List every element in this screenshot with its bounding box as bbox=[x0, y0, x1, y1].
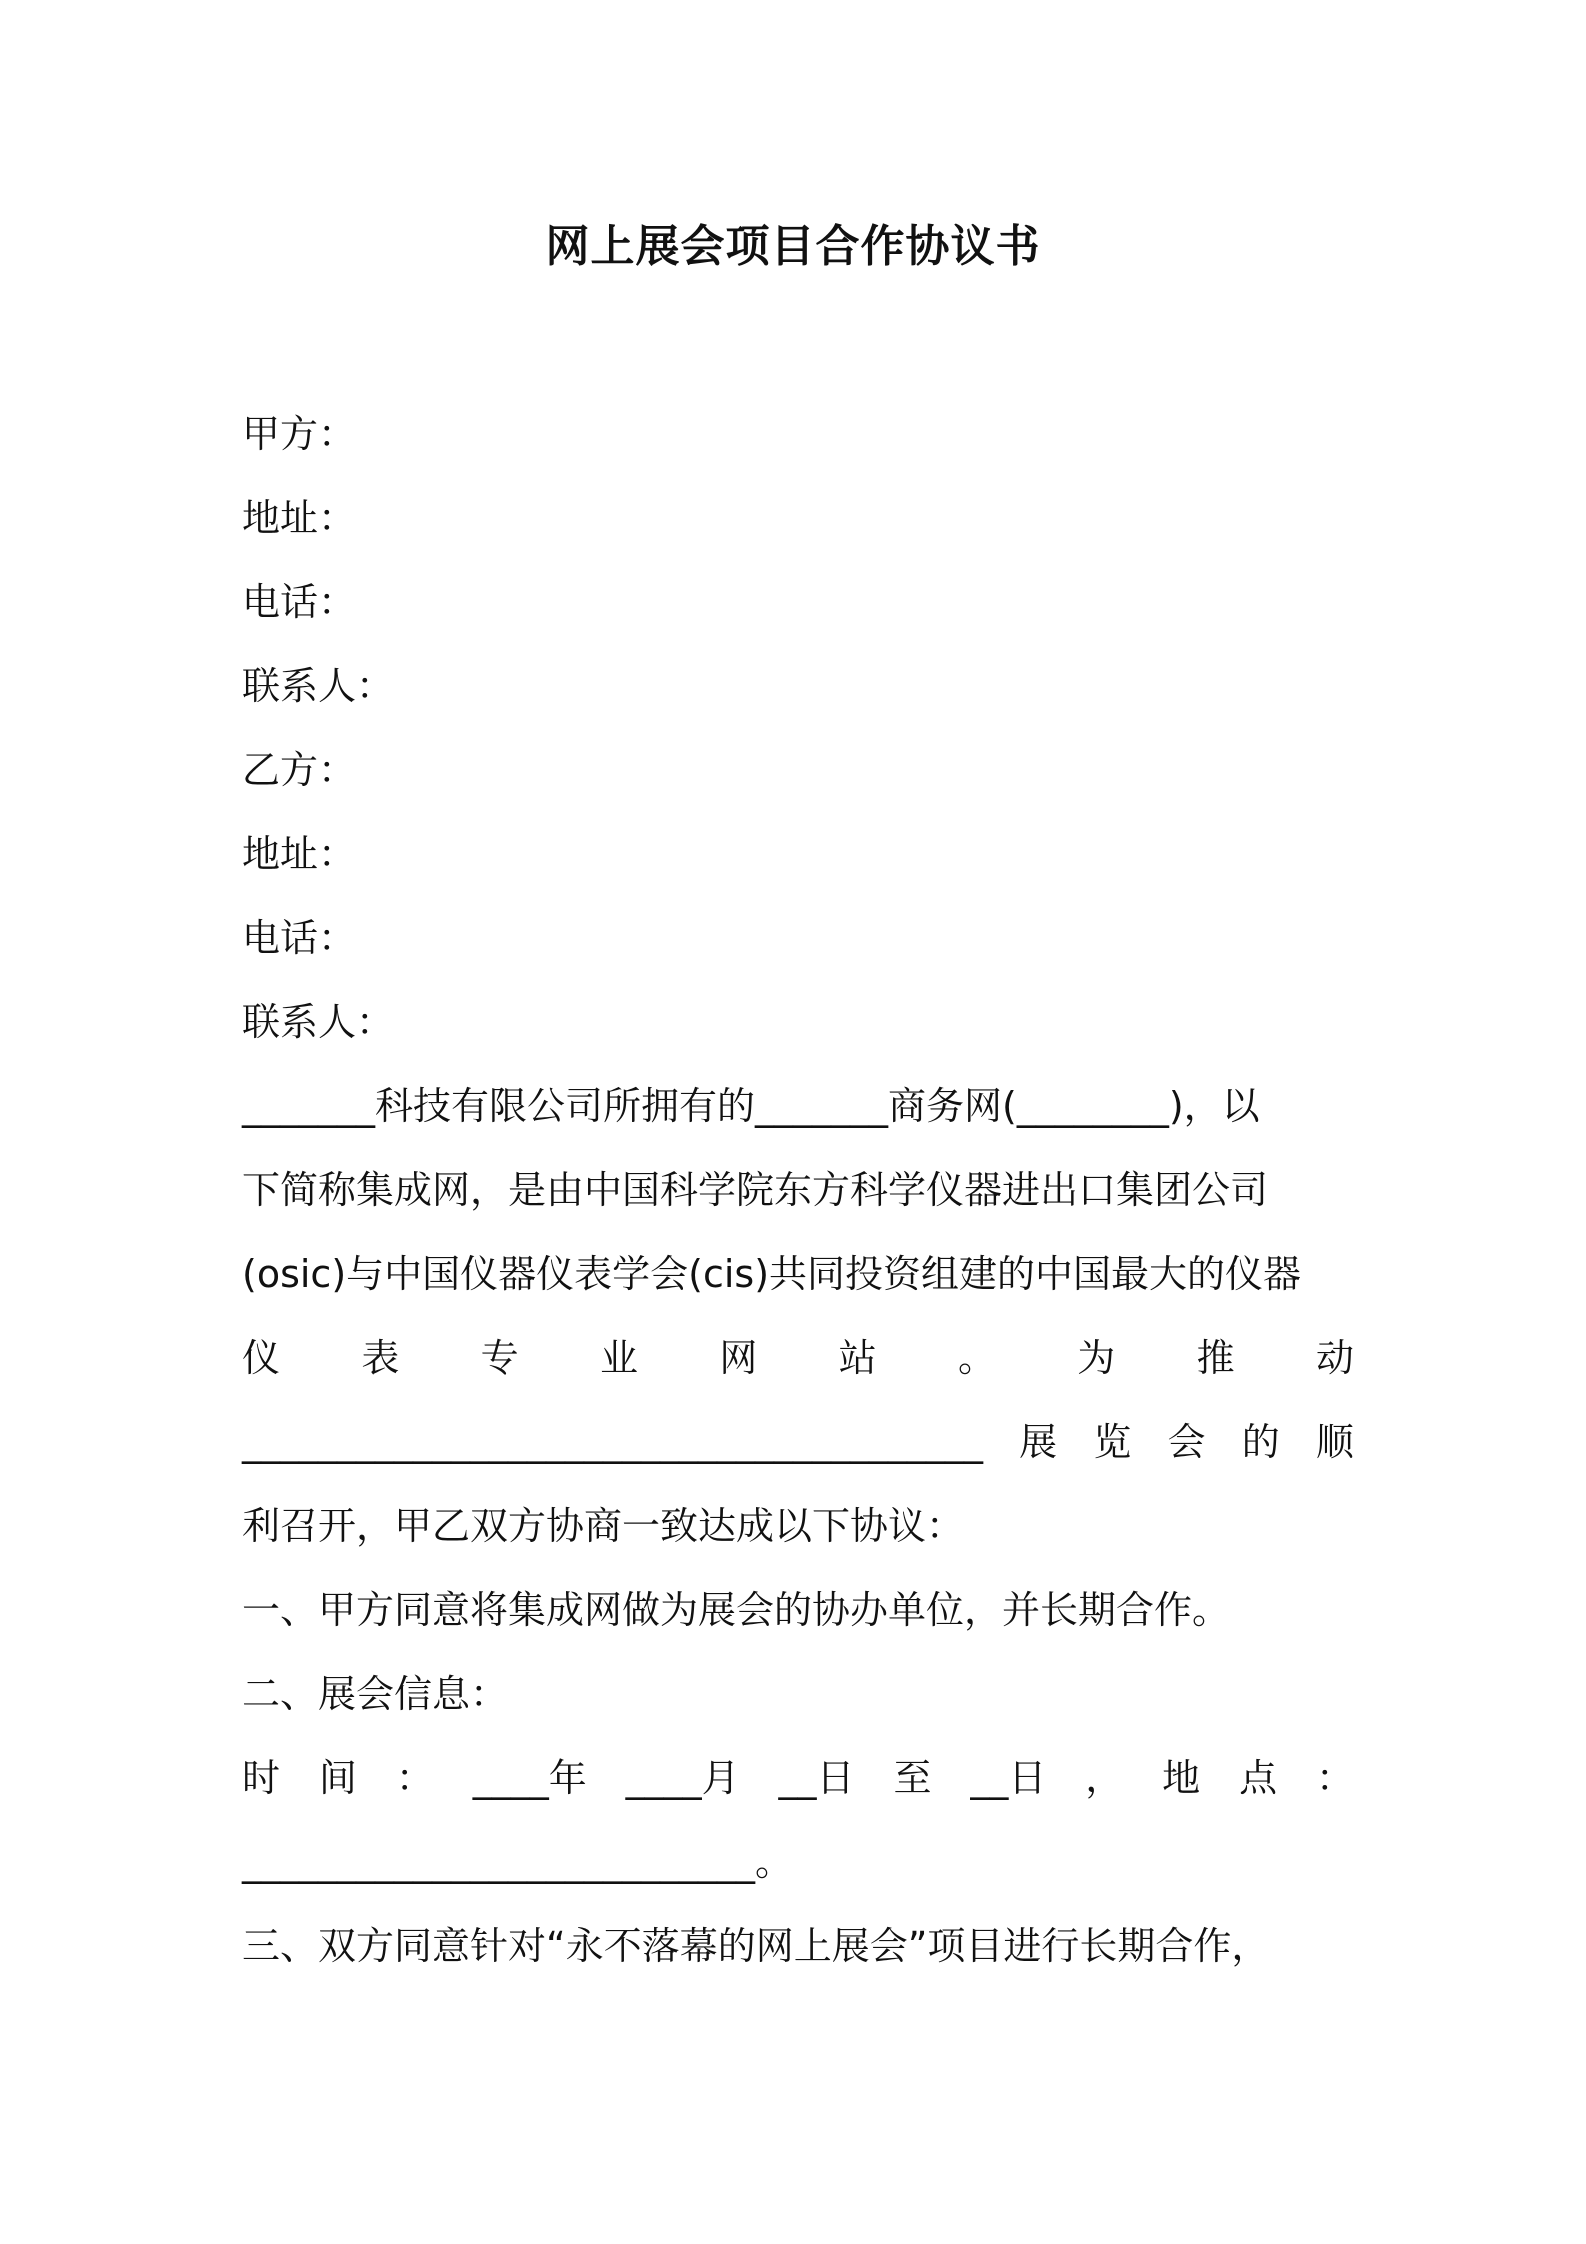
intro-line-5 bbox=[242, 1412, 1354, 1472]
intro-line-4-char: 仪 bbox=[242, 1336, 281, 1380]
party-b-phone-label: 电话： bbox=[242, 916, 357, 960]
clause-2-month-blank: ____月 bbox=[625, 1756, 740, 1800]
intro-line-4-char: 。 bbox=[957, 1336, 996, 1380]
intro-line-5-char: 展 bbox=[1019, 1420, 1058, 1464]
intro-line-3: (osic)与中国仪器仪表学会(cis)共同投资组建的中国最大的仪器 bbox=[242, 1252, 1302, 1296]
clause-2-time-part: 时 bbox=[242, 1756, 281, 1800]
clause-2-time-part: 至 bbox=[893, 1756, 932, 1800]
document-title: 网上展会项目合作协议书 bbox=[545, 221, 1041, 272]
clause-2-time-part: ： bbox=[395, 1756, 434, 1800]
clause-2-start-day-blank: __日 bbox=[778, 1756, 855, 1800]
intro-line-4-char: 推 bbox=[1196, 1336, 1235, 1380]
exhibition-name-blank: _______________________________________ bbox=[242, 1420, 983, 1464]
intro-line-5-char: 会 bbox=[1167, 1420, 1206, 1464]
clause-1: 一、甲方同意将集成网做为展会的协办单位，并长期合作。 bbox=[242, 1588, 1231, 1632]
party-b-address-label: 地址： bbox=[242, 832, 357, 876]
party-b-contact-label: 联系人： bbox=[242, 1000, 395, 1044]
intro-line-4-char: 网 bbox=[719, 1336, 758, 1380]
clause-2-time-part: ， bbox=[1085, 1756, 1124, 1800]
clause-2-time-part: 间 bbox=[318, 1756, 357, 1800]
intro-line-4-char: 站 bbox=[838, 1336, 877, 1380]
party-a-name-label: 甲方： bbox=[242, 412, 357, 456]
clause-2-heading: 二、展会信息： bbox=[242, 1672, 509, 1716]
intro-line-5-char: 顺 bbox=[1315, 1420, 1354, 1464]
intro-line-4 bbox=[242, 1328, 1354, 1388]
clause-2-time-line bbox=[242, 1748, 1354, 1808]
intro-line-4-char: 专 bbox=[480, 1336, 519, 1380]
clause-2-end-day-blank: __日 bbox=[970, 1756, 1047, 1800]
intro-line-5-char: 的 bbox=[1241, 1420, 1280, 1464]
intro-line-2: 下简称集成网，是由中国科学院东方科学仪器进出口集团公司 bbox=[242, 1168, 1269, 1212]
clause-2-place-blank: ___________________________。 bbox=[242, 1840, 794, 1884]
intro-line-4-char: 动 bbox=[1315, 1336, 1354, 1380]
clause-2-time-part: ： bbox=[1315, 1756, 1354, 1800]
clause-3: 三、双方同意针对“永不落幕的网上展会”项目进行长期合作， bbox=[242, 1924, 1270, 1968]
intro-line-4-char: 为 bbox=[1077, 1336, 1116, 1380]
intro-line-4-char: 业 bbox=[599, 1336, 638, 1380]
clause-2-time-part: 点 bbox=[1239, 1756, 1278, 1800]
party-a-address-label: 地址： bbox=[242, 496, 357, 540]
intro-line-1: _______科技有限公司所拥有的_______商务网(________)，以 bbox=[242, 1084, 1260, 1128]
clause-2-time-part: 地 bbox=[1162, 1756, 1201, 1800]
intro-line-4-char: 表 bbox=[361, 1336, 400, 1380]
clause-2-year-blank: ____年 bbox=[472, 1756, 587, 1800]
intro-line-5-char: 览 bbox=[1093, 1420, 1132, 1464]
party-a-phone-label: 电话： bbox=[242, 580, 357, 624]
party-a-contact-label: 联系人： bbox=[242, 664, 395, 708]
party-b-name-label: 乙方： bbox=[242, 748, 357, 792]
intro-line-6: 利召开，甲乙双方协商一致达成以下协议： bbox=[242, 1504, 965, 1548]
